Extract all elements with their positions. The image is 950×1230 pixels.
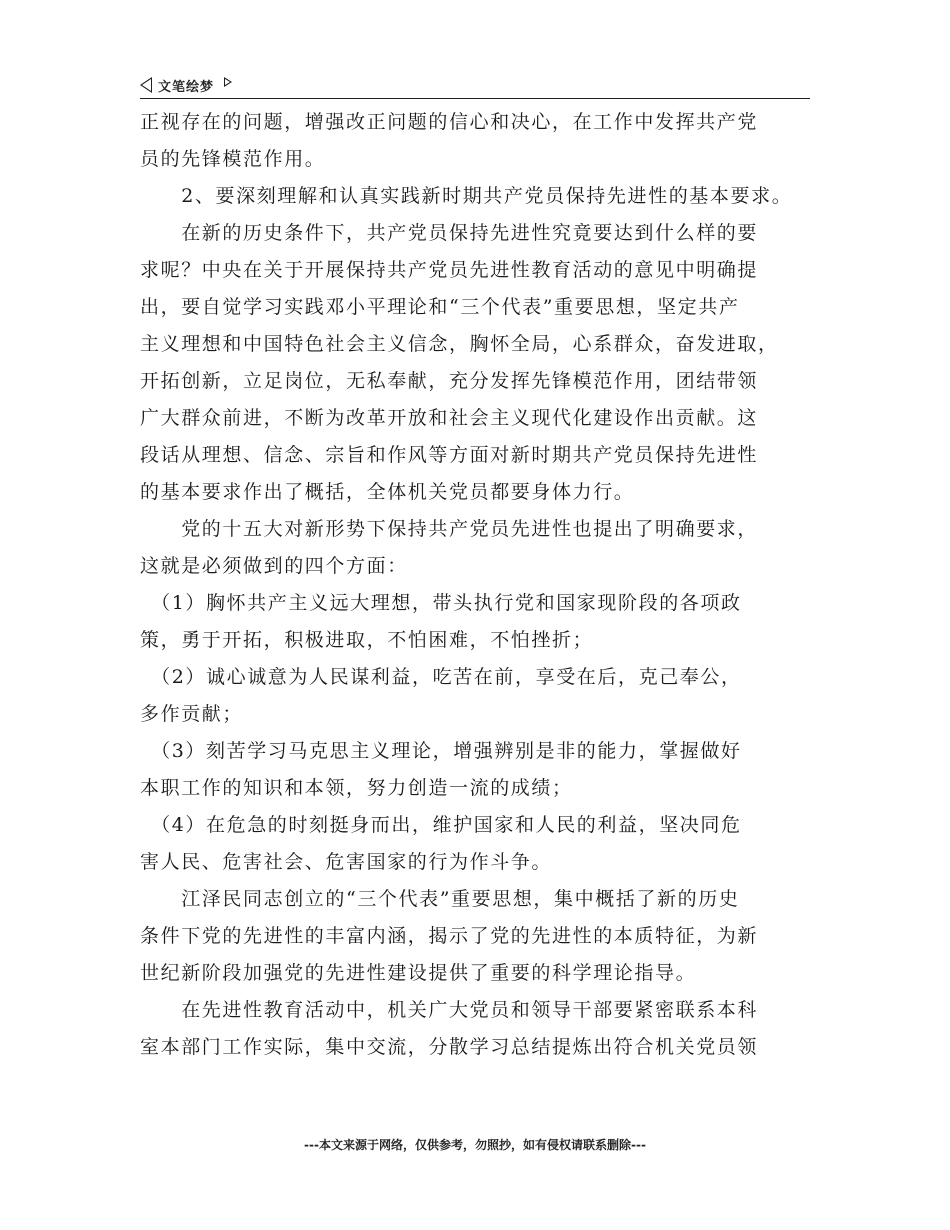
text-line: 段话从理想、信念、宗旨和作风等方面对新时期共产党员保持先进性 [140,444,759,466]
text-line: 2、要深刻理解和认真实践新时期共产党员保持先进性的基本要求。 [140,185,793,207]
text-line: 世纪新阶段加强党的先进性建设提供了重要的科学理论指导。 [140,962,697,984]
text-line: 开拓创新，立足岗位，无私奉献，充分发挥先锋模范作用，团结带领 [140,370,759,392]
text-line: 江泽民同志创立的“三个代表”重要思想，集中概括了新的历史 [140,888,740,910]
text-line: （2）诚心诚意为人民谋利益，吃苦在前，享受在后，克己奉公， [140,666,742,688]
text-line: 多作贡献； [140,703,244,725]
text-line: 主义理想和中国特色社会主义信念，胸怀全局，心系群众，奋发进取， [140,333,779,355]
text-line: 广大群众前进，不断为改革开放和社会主义现代化建设作出贡献。这 [140,407,759,429]
text-line: （3）刻苦学习马克思主义理论，增强辨别是非的能力，掌握做好 [140,740,742,762]
text-line: （1）胸怀共产主义远大理想，带头执行党和国家现阶段的各项政 [140,592,742,614]
triangle-right-outline-icon [224,77,232,87]
text-line: 这就是必须做到的四个方面： [140,555,408,577]
text-line: 党的十五大对新形势下保持共产党员先进性也提出了明确要求， [140,518,759,540]
text-line: 条件下党的先进性的丰富内涵，揭示了党的先进性的本质特征，为新 [140,925,759,947]
brand-name: 文笔绘梦 [158,79,215,95]
text-line: 正视存在的问题，增强改正问题的信心和决心，在工作中发挥共产党 [140,111,759,133]
text-line: 害人民、危害社会、危害国家的行为作斗争。 [140,851,553,873]
source-disclaimer: ---本文来源于网络，仅供参考，勿照抄，如有侵权请联系删除--- [304,1138,646,1152]
text-line: 求呢？中央在关于开展保持共产党员先进性教育活动的意见中明确提 [140,259,759,281]
text-line: 策，勇于开拓，积极进取，不怕困难，不怕挫折； [140,629,594,651]
triangle-left-outline-icon [140,77,152,93]
text-line: 的基本要求作出了概括，全体机关党员都要身体力行。 [140,481,635,503]
text-line: 本职工作的知识和本领，努力创造一流的成绩； [140,777,573,799]
text-line: 员的先锋模范作用。 [140,148,326,170]
text-line: 室本部门工作实际，集中交流，分散学习总结提炼出符合机关党员领 [140,1036,759,1058]
document-body [140,104,820,1066]
text-line: 出，要自觉学习实践邓小平理论和“三个代表”重要思想，坚定共产 [140,296,740,318]
text-line: 在先进性教育活动中，机关广大党员和领导干部要紧密联系本科 [140,999,759,1021]
page-header [140,72,810,99]
text-line: （4）在危急的时刻挺身而出，维护国家和人民的利益，坚决同危 [140,814,742,836]
text-line: 在新的历史条件下，共产党员保持先进性究竟要达到什么样的要 [140,222,759,244]
